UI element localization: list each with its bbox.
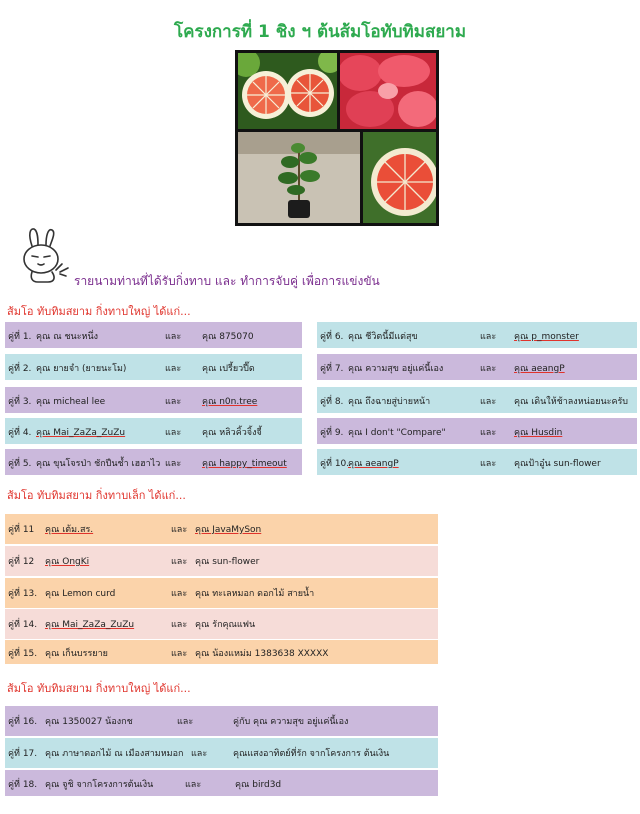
pair-member-a: คุณ micheal lee <box>36 397 106 407</box>
pair-row <box>5 578 438 608</box>
pair-member-b: คุณแสงอาทิตย์ที่รัก จากโครงการ ต้นเงิน <box>233 749 390 759</box>
pair-member-a: คุณ ยายจำ (ยายนะโม) <box>36 364 127 374</box>
pair-member-b: คู่กับ คุณ ความสุข อยู่แค่นี้เอง <box>233 717 349 727</box>
pair-row <box>5 449 302 475</box>
pair-row <box>5 322 302 348</box>
pair-and: และ <box>480 459 497 469</box>
pair-number: คู่ที่ 16. <box>8 717 38 727</box>
pomelo-halves-photo <box>238 53 337 129</box>
pair-row <box>5 418 302 444</box>
pair-and: และ <box>165 332 182 342</box>
small-grafts-section-label: ส้มโอ ทับทิมสยาม กิ่งทาบเล็ก ได้แก่... <box>7 489 186 502</box>
page-title: โครงการที่ 1 ชิง ฯ ต้นส้มโอทับทิมสยาม <box>173 22 467 42</box>
pair-row <box>5 546 438 576</box>
pair-number: คู่ที่ 13. <box>8 589 38 599</box>
pair-member-b: คุณ aeangP <box>514 364 565 374</box>
pomelo-half-photo <box>363 132 436 223</box>
pair-and: และ <box>171 557 188 567</box>
pair-row <box>5 514 438 544</box>
pair-member-a: คุณ Lemon curd <box>45 589 116 599</box>
pair-number: คู่ที่ 18. <box>8 780 38 790</box>
rabbit-mascot-icon <box>16 226 72 284</box>
pair-member-a: คุณ ภาษาดอกไม้ ณ เมืองสามหมอก <box>45 749 184 759</box>
pair-member-b: คุณ เดินให้ช้าลงหน่อยนะครับ <box>514 397 629 407</box>
pair-number: คู่ที่ 11 <box>8 525 35 535</box>
pair-member-b: คุณ n0n.tree <box>202 397 258 407</box>
pair-and: และ <box>165 397 182 407</box>
pair-member-b: คุณ bird3d <box>235 780 282 790</box>
pair-member-a: คุณ จูชิ จากโครงการต้นเงิน <box>45 780 154 790</box>
pair-row <box>5 640 438 664</box>
pair-and: และ <box>480 364 497 374</box>
pair-member-b: คุณ JavaMySon <box>195 525 262 535</box>
pair-number: คู่ที่ 14. <box>8 620 38 630</box>
pair-member-b: คุณ 875070 <box>202 332 254 342</box>
big-grafts-section-label: ส้มโอ ทับทิมสยาม กิ่งทาบใหญ่ ได้แก่... <box>7 305 191 318</box>
pair-member-a: คุณ ณ ชนะหนึ่ง <box>36 332 99 342</box>
pair-row <box>5 354 302 380</box>
pair-and: และ <box>171 589 188 599</box>
pair-member-a: คุณ เต้ม.สร. <box>45 525 94 535</box>
big-grafts-second-section-label: ส้มโอ ทับทิมสยาม กิ่งทาบใหญ่ ได้แก่... <box>7 682 191 695</box>
pair-row <box>5 738 438 768</box>
pair-and: และ <box>165 459 182 469</box>
pair-number: คู่ที่ 10. <box>320 459 350 469</box>
pair-number: คู่ที่ 2. <box>8 364 32 374</box>
pair-member-b: คุณ รักคุณแฟน <box>195 620 256 630</box>
pair-row <box>5 706 438 736</box>
pair-member-b: คุณ happy_timeout <box>202 459 287 469</box>
pair-number: คู่ที่ 15. <box>8 649 38 659</box>
pair-and: และ <box>165 428 182 438</box>
pair-member-b: คุณ Husdin <box>514 428 563 438</box>
pair-member-b: คุณ หลิวคิ้วจิ้งจี้ <box>202 428 262 438</box>
pair-and: และ <box>480 332 497 342</box>
pair-row <box>317 322 637 348</box>
pair-member-b: คุณ p_monster <box>514 332 579 342</box>
pomelo-photo-collage <box>235 50 439 226</box>
pair-member-a: คุณ aeangP <box>348 459 399 469</box>
pair-member-a: คุณ Mai_ZaZa_ZuZu <box>45 620 135 630</box>
pair-member-b: คุณ sun-flower <box>195 557 260 567</box>
pair-member-a: คุณ ชีวิตนี้มีแต่สุข <box>348 332 418 342</box>
pair-member-b: คุณ เปรี้ยวปี๊ด <box>202 364 255 374</box>
pair-number: คู่ที่ 5. <box>8 459 32 469</box>
pair-and: และ <box>480 428 497 438</box>
pair-and: และ <box>191 749 208 759</box>
pair-number: คู่ที่ 4. <box>8 428 32 438</box>
pair-member-a: คุณ OngKi <box>45 557 90 567</box>
pair-and: และ <box>171 649 188 659</box>
pomelo-seedling-photo <box>238 132 360 223</box>
pair-number: คู่ที่ 1. <box>8 332 32 342</box>
pair-member-b: คุณ ทะเลหมอก ดอกไม้ สายน้ำ <box>195 589 315 599</box>
pair-row <box>317 449 637 475</box>
pair-number: คู่ที่ 9. <box>320 428 344 438</box>
pair-number: คู่ที่ 17. <box>8 749 38 759</box>
participants-intro-heading: รายนามท่านที่ได้รับกิ่งทาบ และ ทำการจับคู่ เพื่อการแข่งขัน <box>74 274 380 288</box>
pair-row <box>317 387 637 413</box>
pair-member-a: คุณ I don't "Compare" <box>348 428 446 438</box>
pair-member-a: คุณ ขุนโจรป่า ชักปืนช้ำ เฮฮาไว <box>36 459 161 469</box>
pair-number: คู่ที่ 3. <box>8 397 32 407</box>
pair-row <box>5 609 438 639</box>
pair-member-a: คุณ ความสุข อยู่แค่นี้เอง <box>348 364 444 374</box>
pair-number: คู่ที่ 7. <box>320 364 344 374</box>
pair-number: คู่ที่ 12 <box>8 557 35 567</box>
pair-and: และ <box>165 364 182 374</box>
pair-and: และ <box>171 525 188 535</box>
pair-row <box>317 354 637 380</box>
pair-row <box>5 770 438 796</box>
pair-member-a: คุณ Mai_ZaZa_ZuZu <box>36 428 126 438</box>
pair-and: และ <box>171 620 188 630</box>
pair-number: คู่ที่ 8. <box>320 397 344 407</box>
pair-and: และ <box>480 397 497 407</box>
pair-member-b: คุณ น้องแหม่ม 1383638 XXXXX <box>195 649 329 659</box>
pair-and: และ <box>177 717 194 727</box>
pair-number: คู่ที่ 6. <box>320 332 344 342</box>
pair-member-b: คุณป้าอู๋น sun-flower <box>514 459 601 469</box>
pomelo-segments-photo <box>340 53 436 129</box>
pair-and: และ <box>185 780 202 790</box>
pair-row <box>317 418 637 444</box>
pair-member-a: คุณ เก็นบรรยาย <box>45 649 108 659</box>
pair-member-a: คุณ ถึงฉายสู่บ่ายหน้า <box>348 397 431 407</box>
pair-row <box>5 387 302 413</box>
pair-member-a: คุณ 1350027 น้องกช <box>45 717 133 727</box>
